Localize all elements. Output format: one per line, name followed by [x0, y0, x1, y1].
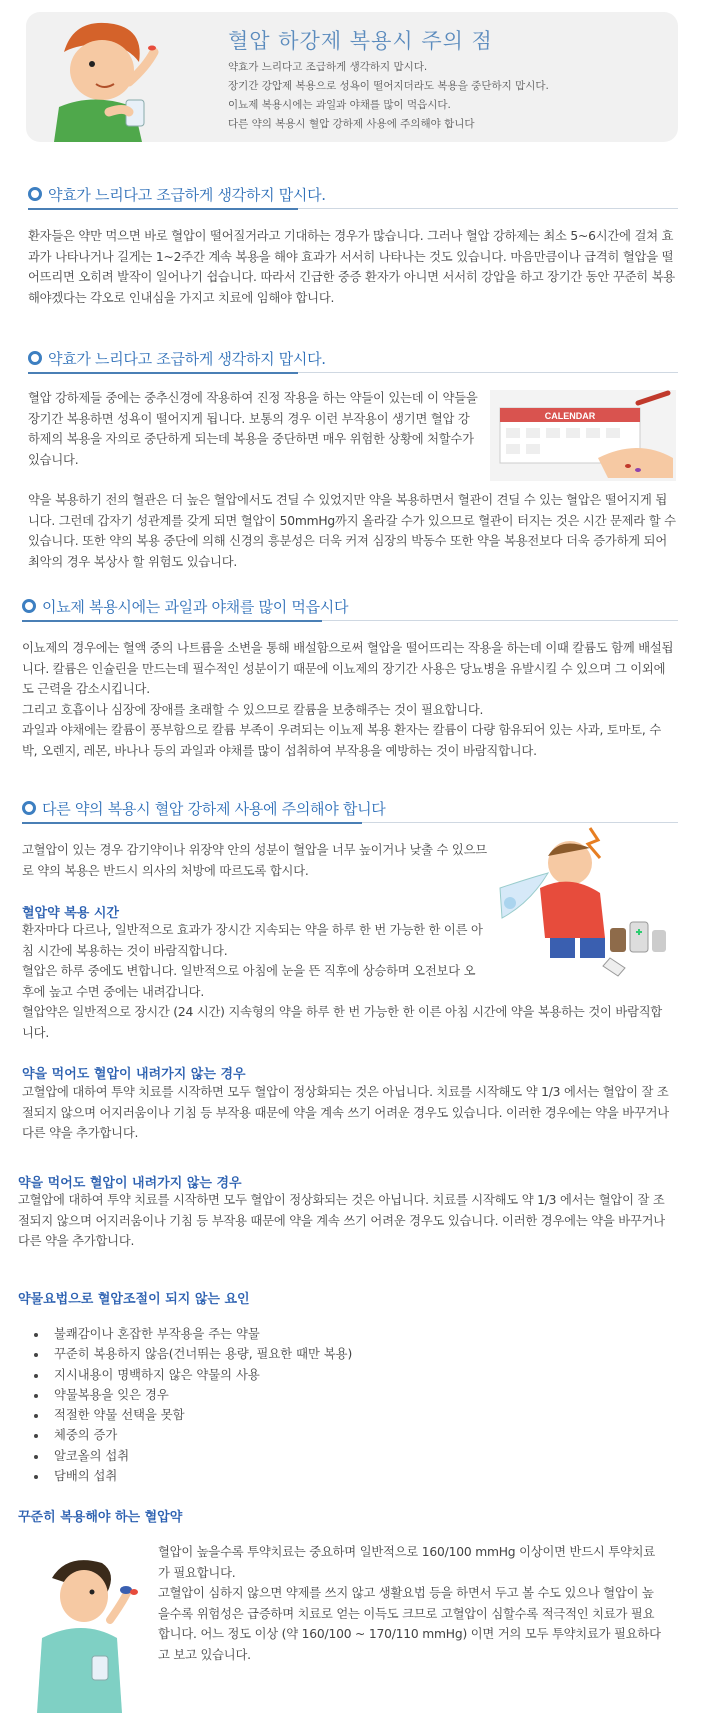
subsection-body: 환자마다 다르나, 일반적으로 효과가 장시간 지속되는 약을 하루 한 번 가능한 한 이른 아침 시간에 복용하는 것이 바람직합니다. 혈압은 하루 중에도 변합니다. 일반적으로 아침에 눈을 뜬 직후에 상승하며 오전보다 오후에 높고 수면 중에는 내려갑니다.	[22, 923, 483, 999]
calendar-illustration	[488, 388, 678, 483]
subsection-body: 고혈압에 대하여 투약 치료를 시작하면 모두 혈압이 정상화되는 것은 아닙니다. 치료를 시작해도 약 1/3 에서는 혈압이 잘 조절되지 않으며 어지러움이나 기침 등 부작용 때문에 약을 계속 쓰기 어려운 경우도 있습니다. 이러한 경우에는 약을 바꾸거나 다른 약을 추가합니다.	[22, 1085, 669, 1140]
section-heading: 다른 약의 복용시 혈압 강하제 사용에 주의해야 합니다	[22, 798, 678, 820]
list-item: • 불쾌감이나 혼잡한 부작용을 주는 약물	[48, 1324, 352, 1344]
section-intro: 고혈압이 있는 경우 감기약이나 위장약 안의 성분이 혈압을 너무 높이거나 낮출 수 있으므로 약의 복용은 반드시 의사의 처방에 따르도록 합시다.	[22, 843, 487, 878]
section-body: 혈압 강하제들 중에는 중추신경에 작용하여 진정 작용을 하는 약들이 있는데 이 약들을 장기간 복용하면 성욕이 떨어지게 됩니다. 보통의 경우 이런 부작용이 생기면 혈압 강하제의 복용을 자의로 중단하게 되는데 복용을 중단하면 매우 위험한 상황에 처할수가 있습니다.	[28, 391, 478, 467]
header-summary	[228, 58, 549, 134]
circle-bullet-icon	[22, 599, 36, 613]
causes-list	[20, 1324, 352, 1486]
subsection-heading: 약을 먹어도 혈압이 내려가지 않는 경우	[18, 1176, 242, 1191]
subsection-body: 고혈압에 대하여 투약 치료를 시작하면 모두 혈압이 정상화되는 것은 아닙니다. 치료를 시작해도 약 1/3 에서는 혈압이 잘 조절되지 않으며 어지러움이나 기침 등 부작용 때문에 약을 계속 쓰기 어려운 경우도 있습니다. 이러한 경우에는 약을 바꾸거나 다른 약을 추가합니다.	[18, 1193, 665, 1248]
summary-line: 장기간 강압제 복용으로 성욕이 떨어지더라도 복용을 중단하지 맙시다.	[228, 80, 549, 92]
subsection-heading: 혈압약 복용 시간	[22, 906, 119, 921]
list-item: • 약물복용을 잊은 경우	[48, 1385, 352, 1405]
section-heading: 약효가 느리다고 조급하게 생각하지 맙시다.	[28, 348, 678, 370]
list-item: • 지시내용이 명백하지 않은 약물의 사용	[48, 1365, 352, 1385]
summary-line: 약효가 느리다고 조급하게 생각하지 맙시다.	[228, 61, 428, 73]
list-item: • 꾸준히 복용하지 않음(건너뛰는 용량, 필요한 때만 복용)	[48, 1344, 352, 1364]
calendar-label: CALENDAR	[544, 411, 596, 421]
section-body: 약을 복용하기 전의 혈관은 더 높은 혈압에서도 견딜 수 있었지만 약을 복용하면서 혈관이 견딜 수 있는 혈압은 떨어지게 됩니다. 그런데 갑자기 성관계를 갖게 되면 혈압이 50mmHg까지 올라갈 수가 있으므로 혈관이 터지는 것은 시간 문제라 할 수 있습니다. 또한 약의 복용 중단에 의해 신경의 흥분성은 더욱 커져 심장의 박동수 또한 약을 복용전보다 더욱 증가하게 되어 최악의 경우 복상사 할 위험도 있습니다.	[28, 493, 676, 569]
subsection-body: 혈압이 높을수록 투약치료는 중요하며 일반적으로 160/100 mmHg 이상이면 반드시 투약치료가 필요합니다. 고혈압이 심하지 않으면 약제를 쓰지 않고 생활요법 등을 하면서 두고 볼 수도 있으나 혈압이 높을수록 위험성은 급증하며 치료로 얻는 이득도 크므로 고혈압이 심할수록 적극적인 치료가 필요합니다. 어느 정도 이상 (약 160/100 ~ 170/110 mmHg) 이면 거의 모두 투약치료가 필요하다고 보고 있습니다.	[158, 1545, 661, 1662]
section-heading: 약효가 느리다고 조급하게 생각하지 맙시다.	[28, 184, 678, 206]
page-title: 혈압 하강제 복용시 주의 점	[228, 29, 493, 53]
circle-bullet-icon	[28, 187, 42, 201]
sneezing-person-illustration	[490, 818, 680, 978]
section-body: 이뇨제의 경우에는 혈액 중의 나트륨을 소변을 통해 배설함으로써 혈압을 떨어뜨리는 작용을 하는데 이때 칼륨도 함께 배설됩니다. 칼륨은 인슐린을 만드는데 필수적인 성분이기 때문에 이뇨제의 장기간 사용은 당뇨병을 유발시킬 수 있으며 그 이외에도 근력을 감소시킵니다. 그리고 호흡이나 심장에 장애를 초래할 수 있으므로 칼륨을 보충해주는 것이 필요합니다. 과일과 야채에는 칼륨이 풍부함으로 칼륨 부족이 우려되는 이뇨제 복용 환자는 칼륨이 다량 함유되어 있는 사과, 토마토, 수박, 오렌지, 레몬, 바나나 등의 과일과 야채를 많이 섭취하여 부작용을 예방하는 것이 바람직합니다.	[22, 641, 674, 758]
section-heading: 이뇨제 복용시에는 과일과 야채를 많이 먹읍시다	[22, 596, 678, 618]
subsection-heading: 약물요법으로 혈압조절이 되지 않는 요인	[18, 1292, 250, 1307]
circle-bullet-icon	[28, 351, 42, 365]
woman-with-medicine-illustration	[22, 1548, 152, 1713]
summary-line: 이뇨제 복용시에는 과일과 야채를 많이 먹읍시다.	[228, 99, 451, 111]
subsection-heading: 약을 먹어도 혈압이 내려가지 않는 경우	[22, 1067, 246, 1082]
subsection-body: 혈압약은 일반적으로 장시간 (24 시간) 지속형의 약을 하루 한 번 가능한 한 이른 아침 시간에 약을 복용하는 것이 바람직합니다.	[22, 1005, 663, 1040]
list-item: • 담배의 섭취	[48, 1466, 352, 1486]
list-item: • 알코올의 섭취	[48, 1446, 352, 1466]
subsection-heading: 꾸준히 복용해야 하는 혈압약	[18, 1510, 183, 1525]
list-item: • 적절한 약물 선택을 못함	[48, 1405, 352, 1425]
list-item: • 체중의 증가	[48, 1425, 352, 1445]
circle-bullet-icon	[22, 801, 36, 815]
summary-line: 다른 약의 복용시 혈압 강하제 사용에 주의해야 합니다	[228, 118, 475, 130]
man-taking-pill-illustration	[34, 12, 174, 142]
section-body: 환자들은 약만 먹으면 바로 혈압이 떨어질거라고 기대하는 경우가 많습니다. 그러나 혈압 강하제는 최소 5~6시간에 걸쳐 효과가 나타나거나 길게는 1~2주간 계속 복용을 해야 효과가 서서히 나타나는 것도 있습니다. 마음만큼이나 급격히 혈압을 떨어뜨리면 오히려 발작이 일어나기 쉽습니다. 따라서 긴급한 중증 환자가 아니면 서서히 강압을 하고 장기간 동안 꾸준히 복용해야겠다는 각오로 인내심을 가지고 치료에 임해야 합니다.	[28, 229, 675, 305]
